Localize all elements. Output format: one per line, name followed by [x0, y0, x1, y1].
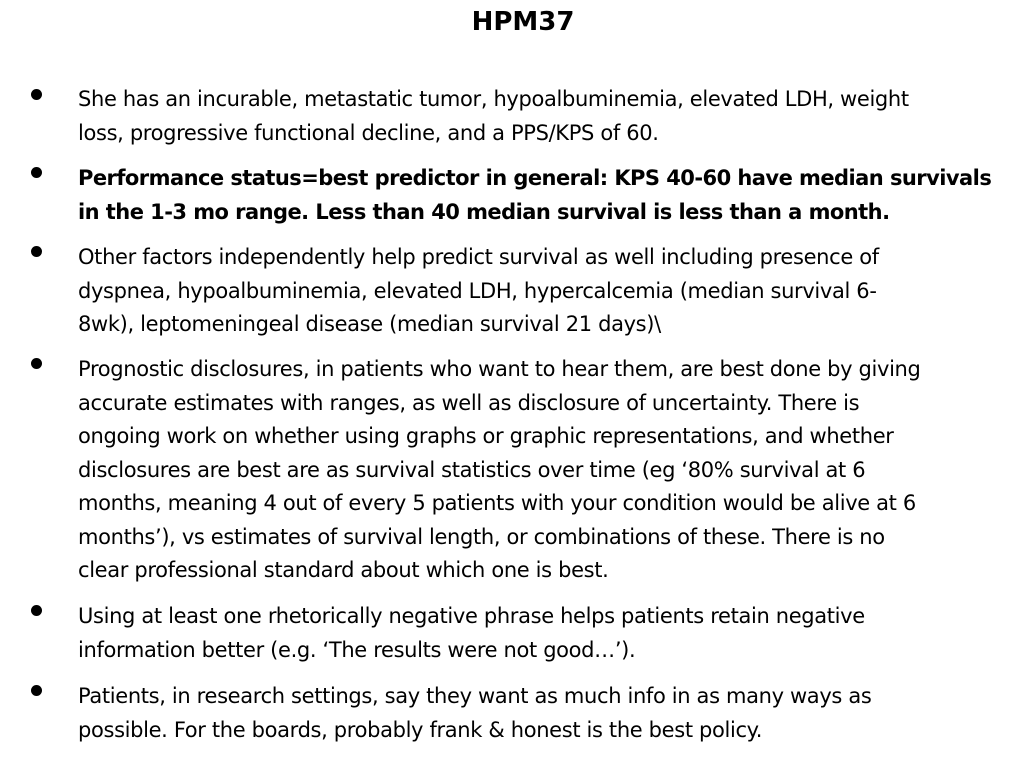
bullet-text: Patients, in research settings, say they want as much info in as many ways as possible. For the boards, probably frank & honest is the best policy. [78, 684, 872, 742]
slide-title: HPM37 [471, 7, 575, 37]
bullet-text: Other factors independently help predict survival as well including presence of dyspnea, hypoalbuminemia, elevated LDH, hypercalcemia (median survival 6- 8wk), leptomeningeal disease (median survival 21 days)\ [78, 245, 879, 336]
bullet-dot-icon [31, 89, 42, 100]
bullet-dot-icon [31, 605, 42, 616]
bullet-dot-icon [31, 685, 42, 696]
bullet-dot-icon [31, 246, 42, 257]
bullet-text: She has an incurable, metastatic tumor, hypoalbuminemia, elevated LDH, weight loss, progressive functional decline, and a PPS/KPS of 60. [78, 87, 909, 145]
bullet-dot-icon [31, 167, 42, 178]
bullet-text-bold: Performance status=best predictor in general: KPS 40-60 have median survivals in the 1-3 mo range. Less than 40 median survival is less than a month. [78, 166, 992, 224]
bullet-text: Using at least one rhetorically negative phrase helps patients retain negative information better (e.g. ‘The results were not good…’). [78, 604, 865, 662]
bullet-text: Prognostic disclosures, in patients who want to hear them, are best done by giving accurate estimates with ranges, as well as disclosure of uncertainty. There is ongoing work on whether using graphs or graphic representations, and whether disclosures are best are as survival statistics over time (eg ‘80% survival at 6 months, meaning 4 out of every 5 patients with your condition would be alive at 6 months’), vs estimates of survival length, or combinations of these. There is no clear professional standard about which one is best. [78, 357, 921, 582]
bullet-dot-icon [31, 358, 42, 369]
